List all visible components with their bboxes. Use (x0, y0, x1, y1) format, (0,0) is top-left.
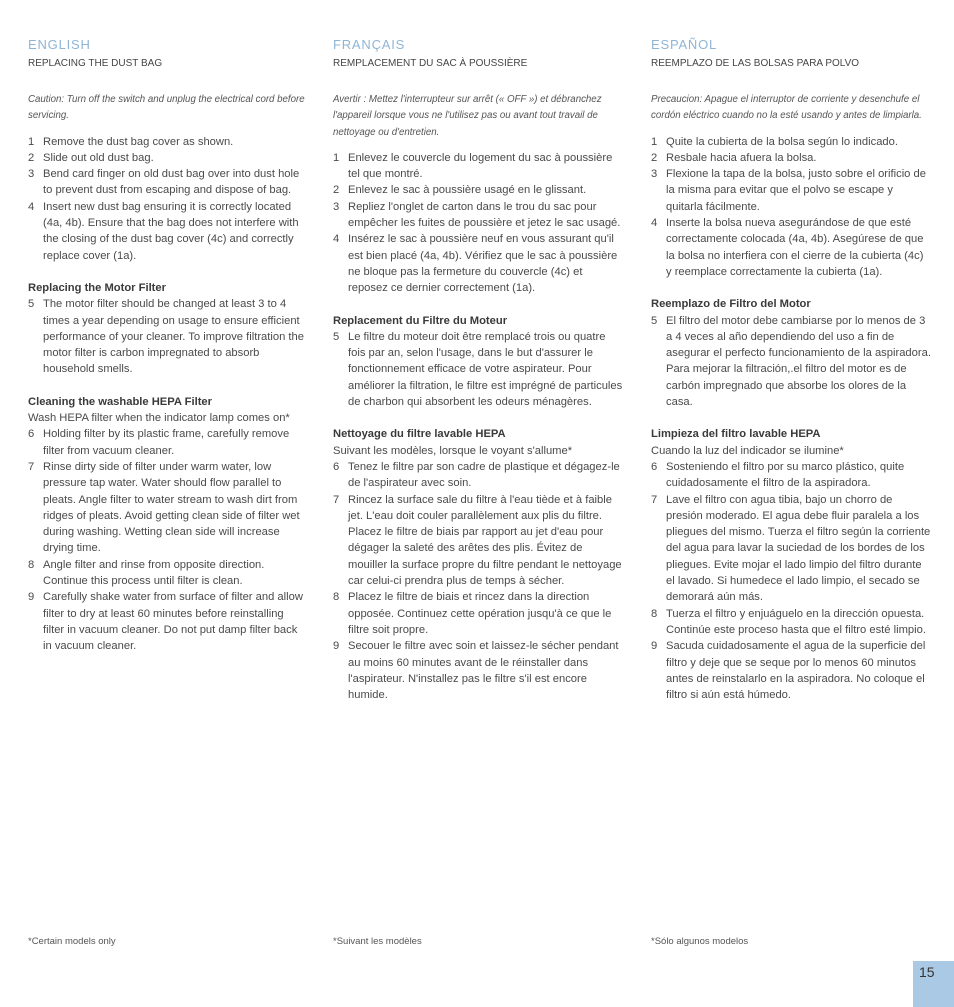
step-text: Sacuda cuidadosamente el agua de la superficie del filtro y deje que se seque por lo menos 60 minutos antes de reinstalarlo en la aspiradora. No coloque el filtro si aún está húmedo. (666, 640, 926, 702)
dust-bag-steps (333, 150, 623, 297)
step-item (28, 296, 306, 377)
motor-filter-steps (651, 313, 931, 411)
step-text: Lave el filtro con agua tibia, bajo un chorro de presión moderado. El agua debe fluir paralela a los pliegues del mismo. Tuerza el filtro según la corriente del agua para lavar la suciedad de los bordes de los pliegues. Evite mojar el lado limpio del filtro durante el lavado. Si humedece el lado limpio, el secado se demorará aún más. (666, 493, 931, 604)
step-item (28, 557, 306, 590)
step-number: 7 (28, 460, 35, 473)
step-item (333, 150, 623, 183)
step-number: 3 (333, 200, 340, 213)
step-number: 4 (651, 217, 658, 230)
step-item (651, 150, 931, 166)
step-number: 6 (651, 460, 658, 473)
dust-bag-steps (651, 134, 931, 281)
motor-filter-section (28, 280, 306, 378)
step-number: 7 (651, 493, 658, 506)
section-title: Nettoyage du filtre lavable HEPA (333, 428, 506, 441)
step-number: 2 (333, 184, 340, 197)
step-text: Slide out old dust bag. (43, 151, 154, 164)
hepa-filter-section (333, 426, 623, 703)
dust-bag-steps (28, 134, 306, 264)
section-subtitle: REPLACING THE DUST BAG (28, 58, 163, 69)
step-number: 6 (333, 460, 340, 473)
step-text: Angle filter and rinse from opposite direction. Continue this process until filter is clean. (43, 558, 265, 588)
step-number: 3 (651, 168, 658, 181)
step-text: Secouer le filtre avec soin et laissez-le sécher pendant au moins 60 minutes avant de le réinstaller dans l'aspirateur. N'installez pas le filtre s'il est encore humide. (348, 640, 619, 702)
hepa-filter-steps (651, 459, 931, 703)
step-item (333, 182, 623, 198)
step-item (28, 150, 306, 166)
step-number: 1 (28, 135, 35, 148)
language-heading: ENGLISH (28, 37, 91, 52)
step-number: 4 (333, 233, 340, 246)
step-item (333, 492, 623, 590)
step-number: 1 (651, 135, 658, 148)
footnote-spanish: *Sólo algunos modelos (651, 936, 749, 947)
step-item (28, 134, 306, 150)
section-subtitle: REEMPLAZO DE LAS BOLSAS PARA POLVO (651, 58, 860, 69)
spanish-column (651, 37, 931, 703)
step-text: Holding filter by its plastic frame, carefully remove filter from vacuum cleaner. (43, 428, 290, 457)
step-item (651, 492, 931, 606)
step-number: 4 (28, 200, 35, 213)
step-item (333, 199, 623, 232)
step-item (333, 329, 623, 410)
step-item (651, 606, 931, 639)
page-number-tab (913, 961, 954, 1007)
step-text: Placez le filtre de biais et rincez dans la direction opposée. Continuez cette opération jusqu'à ce que le filtre soit propre. (348, 591, 612, 636)
section-intro: Cuando la luz del indicador se ilumine* (651, 444, 844, 457)
step-number: 9 (333, 640, 340, 653)
step-text: Inserte la bolsa nueva asegurándose de que esté correctamente colocada (4a, 4b). Asegúrese de que la bolsa no interfiera con el cierre de la cubierta (4c) y reemplace correctamente la cubierta (1a). (666, 217, 924, 278)
step-number: 9 (28, 591, 35, 604)
step-item (28, 166, 306, 199)
hepa-filter-steps (28, 426, 306, 654)
step-number: 5 (28, 298, 35, 311)
step-number: 8 (28, 558, 35, 571)
step-text: Tuerza el filtro y enjuáguelo en la dirección opuesta. Continúe este proceso hasta que el filtro esté limpio. (666, 607, 926, 636)
step-item (333, 638, 623, 703)
step-item (28, 426, 306, 459)
language-heading: FRANÇAIS (333, 37, 406, 52)
step-text: Sosteniendo el filtro por su marco plástico, quite cuidadosamente el filtro de la aspiradora. (666, 460, 905, 490)
footnote-english: *Certain models only (28, 936, 116, 947)
step-number: 5 (651, 314, 658, 327)
step-text: Enlevez le sac à poussière usagé en le glissant. (348, 184, 587, 197)
caution-text: Avertir : Mettez l'interrupteur sur arrêt (« OFF ») et débranchez l'appareil lorsque vous ne l'utilisez pas ou avant tout travail de nettoyage ou d'entretien. (333, 94, 602, 138)
hepa-filter-steps (333, 459, 623, 703)
section-title: Limpieza del filtro lavable HEPA (651, 428, 821, 441)
step-number: 9 (651, 640, 658, 653)
step-item (651, 459, 931, 492)
french-column (333, 37, 623, 703)
step-text: Rinse dirty side of filter under warm water, low pressure tap water. Water should flow parallel to pleats. Angle filter to water stream to wash dirt from ridges of pleats. Avoid getting clean side of filter wet during washing. Wetting clean side will increase drying time. (43, 460, 300, 555)
step-item (651, 313, 931, 411)
step-text: Enlevez le couvercle du logement du sac à poussière tel que montré. (348, 151, 613, 181)
step-number: 3 (28, 168, 35, 181)
step-number: 8 (651, 607, 658, 620)
step-text: Quite la cubierta de la bolsa según lo indicado. (666, 135, 898, 148)
step-item (333, 589, 623, 638)
step-number: 5 (333, 330, 340, 343)
step-number: 2 (651, 151, 658, 164)
section-title: Replacement du Filtre du Moteur (333, 314, 508, 327)
english-column (28, 37, 306, 655)
section-intro: Wash HEPA filter when the indicator lamp comes on* (28, 412, 290, 425)
step-text: Insérez le sac à poussière neuf en vous assurant qu'il est bien placé (4a, 4b). Vérifiez que le sac à poussière ne bloque pas la fermeture du couvercle (4c) et reposez ce dernier correctement (1a). (348, 233, 618, 295)
step-text: Flexione la tapa de la bolsa, justo sobre el orificio de la misma para evitar que el polvo se escape y quitarla fácilmente. (666, 168, 926, 213)
step-number: 1 (333, 151, 340, 164)
step-number: 2 (28, 151, 35, 164)
step-item (28, 199, 306, 264)
step-text: Remove the dust bag cover as shown. (43, 135, 234, 148)
page-number: 15 (919, 964, 935, 980)
step-item (651, 134, 931, 150)
section-title: Reemplazo de Filtro del Motor (651, 298, 811, 311)
step-item (28, 589, 306, 654)
hepa-filter-section (28, 394, 306, 655)
section-intro: Suivant les modèles, lorsque le voyant s'allume* (333, 444, 573, 457)
step-text: Resbale hacia afuera la bolsa. (666, 151, 817, 164)
step-item (651, 215, 931, 280)
step-item (651, 166, 931, 215)
step-text: Bend card finger on old dust bag over into dust hole to prevent dust from escaping and dispose of bag. (43, 168, 300, 197)
step-text: Le filtre du moteur doit être remplacé trois ou quatre fois par an, selon l'usage, dans le but d'assurer le fonctionnement efficace de votre aspirateur. Pour améliorer la filtration, le filtre est imprégné de particules de charbon qui absorbent les odeurs ménagères. (348, 330, 623, 409)
motor-filter-section (333, 313, 623, 411)
motor-filter-steps (28, 296, 306, 377)
step-text: El filtro del motor debe cambiarse por lo menos de 3 a 4 veces al año dependiendo del uso a fin de asegurar el perfecto funcionamiento de la aspiradora. Para mejorar la filtración,.el filtro del motor es de carbón impregnado que absorbe los olores de la casa. (666, 314, 931, 409)
step-item (333, 459, 623, 492)
step-number: 6 (28, 428, 35, 441)
step-text: The motor filter should be changed at least 3 to 4 times a year depending on usage to ensure efficient performance of your cleaner. To improve filtration the motor filter is carbon impregnated to absorb household smells. (43, 298, 304, 376)
caution-text: Precaucion: Apague el interruptor de corriente y desenchufe el cordón eléctrico cuando no la esté usando y antes de limpiarla. (651, 94, 922, 122)
step-item (651, 638, 931, 703)
step-item (28, 459, 306, 557)
language-heading: ESPAÑOL (651, 37, 718, 52)
step-number: 7 (333, 493, 340, 506)
step-text: Rincez la surface sale du filtre à l'eau tiède et à faible jet. L'eau doit couler parallèlement aux plis du filtre. Placez le filtre de biais par rapport au jet d'eau pour dégager la saleté des arêtes des plis. Évitez de mouiller la surface propre du filtre pendant le nettoyage car celui-ci prendra plus de temps à sécher. (348, 493, 622, 588)
step-text: Carefully shake water from surface of filter and allow filter to dry at least 60 minutes before reinstalling filter in vacuum cleaner. Do not put damp filter back in vacuum cleaner. (43, 591, 303, 653)
motor-filter-steps (333, 329, 623, 410)
caution-text: Caution: Turn off the switch and unplug the electrical cord before servicing. (28, 94, 305, 122)
step-item (333, 231, 623, 296)
step-text: Repliez l'onglet de carton dans le trou du sac pour empêcher les fuites de poussière et jetez le sac usagé. (348, 200, 621, 230)
step-text: Tenez le filtre par son cadre de plastique et dégagez-le de l'aspirateur avec soin. (348, 460, 620, 490)
footnote-french: *Suivant les modèles (333, 936, 422, 947)
step-number: 8 (333, 591, 340, 604)
section-title: Cleaning the washable HEPA Filter (28, 395, 213, 408)
step-text: Insert new dust bag ensuring it is correctly located (4a, 4b). Ensure that the bag does not interfere with the closing of the dust bag cover (4c) and correctly replace cover (1a). (43, 200, 299, 262)
hepa-filter-section (651, 426, 931, 703)
section-subtitle: REMPLACEMENT DU SAC À POUSSIÈRE (333, 58, 528, 69)
motor-filter-section (651, 296, 931, 410)
section-title: Replacing the Motor Filter (28, 281, 166, 294)
